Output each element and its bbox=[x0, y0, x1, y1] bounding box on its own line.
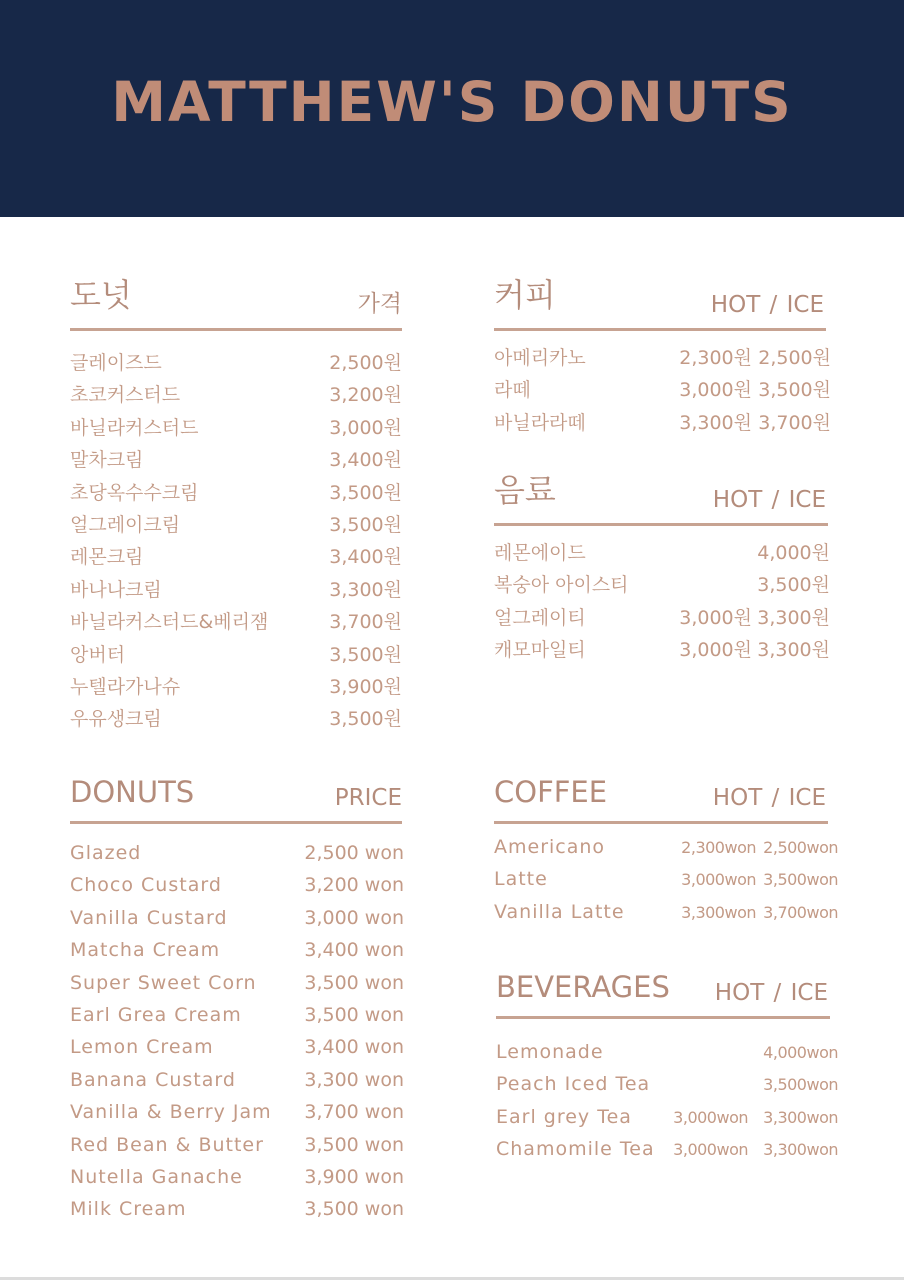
menu-item bbox=[70, 666, 402, 698]
menu-item bbox=[70, 1030, 402, 1062]
item-name: 캐모마일티 bbox=[494, 639, 586, 662]
item-name: Chamomile Tea bbox=[496, 1138, 655, 1161]
item-hot-price: 3,000won bbox=[681, 870, 756, 890]
item-price: 3,400 won bbox=[304, 1036, 404, 1059]
menu-item bbox=[70, 998, 402, 1030]
price-column-label: PRICE bbox=[334, 785, 402, 811]
item-price: 3,700원 bbox=[329, 611, 402, 634]
item-price: 3,500원 bbox=[329, 481, 402, 504]
menu-item bbox=[70, 1128, 402, 1160]
item-price: 3,400 won bbox=[304, 939, 404, 962]
menu-item bbox=[70, 901, 402, 933]
menu-item bbox=[494, 532, 828, 564]
item-name: 바닐라커스터드 bbox=[70, 416, 199, 439]
menu-item bbox=[70, 1192, 402, 1224]
item-name: 아메리카노 bbox=[494, 347, 586, 369]
item-name: 얼그레이티 bbox=[494, 606, 586, 629]
item-ice-price: 3,500won bbox=[763, 1075, 838, 1095]
menu-item bbox=[494, 629, 828, 661]
item-name: Lemon Cream bbox=[70, 1036, 214, 1059]
section-header bbox=[496, 955, 830, 1019]
page-title: MATTHEW'S DONUTS bbox=[111, 70, 793, 134]
menu-item bbox=[494, 830, 838, 862]
item-hot-price: 3,300원 bbox=[679, 411, 752, 434]
menu-item bbox=[70, 439, 402, 471]
section-header bbox=[70, 260, 402, 331]
item-ice-price: 4,000원 bbox=[757, 542, 830, 564]
item-name: Matcha Cream bbox=[70, 939, 221, 962]
menu-item bbox=[70, 472, 402, 504]
item-name: Lemonade bbox=[496, 1041, 604, 1063]
item-name: 우유생크림 bbox=[70, 708, 162, 731]
menu-item bbox=[70, 868, 402, 900]
item-price: 3,500 won bbox=[304, 971, 404, 994]
coffee-kr-section bbox=[494, 260, 831, 434]
item-ice-price: 2,500won bbox=[763, 838, 838, 857]
item-name: 초당옥수수크림 bbox=[70, 481, 199, 504]
item-name: 글레이즈드 bbox=[70, 352, 162, 374]
item-ice-price: 3,300원 bbox=[757, 606, 830, 629]
menu-item bbox=[70, 1160, 402, 1192]
item-hot-price: 3,000won bbox=[673, 1107, 748, 1127]
coffee-en-section bbox=[494, 760, 838, 927]
item-price: 3,400원 bbox=[329, 546, 402, 569]
item-name: Latte bbox=[494, 868, 548, 891]
item-price: 3,900 won bbox=[304, 1165, 404, 1188]
section-title: 커피 bbox=[494, 276, 556, 314]
section-header bbox=[494, 455, 828, 526]
menu-item bbox=[70, 504, 402, 536]
item-price: 3,200 won bbox=[304, 874, 404, 897]
item-name: Milk Cream bbox=[70, 1198, 187, 1221]
section-title: DONUTS bbox=[70, 775, 195, 809]
item-name: Vanilla & Berry Jam bbox=[70, 1101, 272, 1124]
menu-item bbox=[70, 569, 402, 601]
menu-item bbox=[70, 536, 402, 568]
menu-item bbox=[496, 1067, 838, 1099]
item-price: 3,500원 bbox=[329, 513, 402, 536]
beverages-kr-section bbox=[494, 455, 828, 662]
donuts-kr-section bbox=[70, 260, 402, 731]
item-price: 3,500 won bbox=[304, 1133, 404, 1156]
item-hot-price: 3,000원 bbox=[679, 379, 752, 402]
section-header bbox=[494, 760, 828, 824]
item-name: Glazed bbox=[70, 842, 142, 864]
menu-item bbox=[494, 369, 831, 402]
item-hot-price: 3,000원 bbox=[679, 606, 752, 629]
menu-item bbox=[70, 966, 402, 998]
section-title: BEVERAGES bbox=[496, 970, 670, 1004]
item-name: 바닐라커스터드&베리잼 bbox=[70, 611, 269, 634]
item-ice-price: 2,500원 bbox=[758, 347, 831, 369]
item-price: 3,500 won bbox=[304, 1198, 404, 1221]
item-name: Peach Iced Tea bbox=[496, 1073, 651, 1096]
menu-item bbox=[70, 933, 402, 965]
menu-item bbox=[70, 1095, 402, 1127]
item-price: 2,500 won bbox=[304, 842, 404, 864]
section-header bbox=[70, 760, 402, 824]
item-name: Earl grey Tea bbox=[496, 1105, 632, 1128]
item-hot-price: 2,300원 bbox=[679, 347, 752, 369]
menu-item bbox=[496, 1100, 838, 1132]
item-name: 누텔라가나슈 bbox=[70, 675, 181, 698]
menu-item bbox=[70, 836, 402, 868]
item-price: 3,900원 bbox=[329, 675, 402, 698]
menu-item bbox=[70, 1063, 402, 1095]
section-title: COFFEE bbox=[494, 775, 608, 809]
header-banner bbox=[0, 0, 904, 217]
price-column-label: 가격 bbox=[357, 291, 402, 317]
section-header bbox=[494, 260, 826, 331]
item-name: Choco Custard bbox=[70, 874, 222, 897]
beverages-en-section bbox=[496, 955, 838, 1165]
item-name: 바닐라라떼 bbox=[494, 411, 586, 434]
item-name: Nutella Ganache bbox=[70, 1165, 243, 1188]
menu-item bbox=[496, 1132, 838, 1164]
item-price: 3,400원 bbox=[329, 449, 402, 472]
menu-item bbox=[494, 402, 831, 434]
menu-item bbox=[496, 1035, 838, 1067]
item-price: 3,700 won bbox=[304, 1101, 404, 1124]
item-price: 3,500원 bbox=[329, 708, 402, 731]
item-name: 초코커스터드 bbox=[70, 384, 181, 407]
menu-item bbox=[494, 895, 838, 927]
item-name: Americano bbox=[494, 836, 606, 858]
item-price: 3,300원 bbox=[329, 578, 402, 601]
menu-item bbox=[70, 698, 402, 730]
hot-ice-column-label: HOT / ICE bbox=[714, 980, 828, 1006]
menu-item bbox=[494, 564, 828, 596]
section-title: 음료 bbox=[494, 471, 556, 509]
item-ice-price: 3,500won bbox=[763, 870, 838, 890]
item-name: Red Bean & Butter bbox=[70, 1133, 264, 1156]
menu-item bbox=[70, 634, 402, 666]
menu-item bbox=[70, 342, 402, 374]
item-name: Vanilla Latte bbox=[494, 900, 625, 923]
menu-item bbox=[70, 374, 402, 406]
item-price: 3,000원 bbox=[329, 416, 402, 439]
item-ice-price: 3,700원 bbox=[758, 411, 831, 434]
item-name: 레몬크림 bbox=[70, 546, 144, 569]
item-name: 앙버터 bbox=[70, 643, 126, 666]
item-price: 3,500원 bbox=[329, 643, 402, 666]
item-hot-price: 2,300won bbox=[681, 838, 756, 857]
item-name: 복숭아 아이스티 bbox=[494, 574, 629, 597]
item-name: Vanilla Custard bbox=[70, 906, 228, 929]
item-price: 3,000 won bbox=[304, 906, 404, 929]
item-ice-price: 3,500원 bbox=[757, 574, 830, 597]
item-price: 3,200원 bbox=[329, 384, 402, 407]
item-price: 3,300 won bbox=[304, 1068, 404, 1091]
item-name: Banana Custard bbox=[70, 1068, 236, 1091]
item-name: 말차크림 bbox=[70, 449, 144, 472]
donuts-en-section bbox=[70, 760, 402, 1225]
item-price: 3,500 won bbox=[304, 1003, 404, 1026]
item-hot-price: 3,000won bbox=[673, 1140, 748, 1160]
item-ice-price: 3,300won bbox=[763, 1107, 838, 1127]
item-ice-price: 3,500원 bbox=[758, 379, 831, 402]
menu-item bbox=[70, 407, 402, 439]
item-ice-price: 3,300원 bbox=[757, 639, 830, 662]
item-hot-price: 3,300won bbox=[681, 902, 756, 922]
menu-item bbox=[70, 601, 402, 633]
menu-item bbox=[494, 597, 828, 629]
hot-ice-column-label: HOT / ICE bbox=[712, 487, 826, 513]
item-price: 2,500원 bbox=[329, 352, 402, 374]
item-name: Earl Grea Cream bbox=[70, 1003, 242, 1026]
item-name: 바나나크림 bbox=[70, 578, 162, 601]
item-ice-price: 4,000won bbox=[763, 1043, 838, 1062]
menu-item bbox=[494, 862, 838, 894]
hot-ice-column-label: HOT / ICE bbox=[710, 292, 824, 318]
section-title: 도넛 bbox=[70, 276, 132, 314]
menu-item bbox=[494, 337, 831, 369]
item-name: 라떼 bbox=[494, 379, 531, 402]
item-ice-price: 3,700won bbox=[763, 902, 838, 922]
item-name: 얼그레이크림 bbox=[70, 513, 181, 536]
item-name: Super Sweet Corn bbox=[70, 971, 257, 994]
hot-ice-column-label: HOT / ICE bbox=[712, 785, 826, 811]
item-name: 레몬에이드 bbox=[494, 542, 586, 564]
item-ice-price: 3,300won bbox=[763, 1140, 838, 1160]
item-hot-price: 3,000원 bbox=[679, 639, 752, 662]
